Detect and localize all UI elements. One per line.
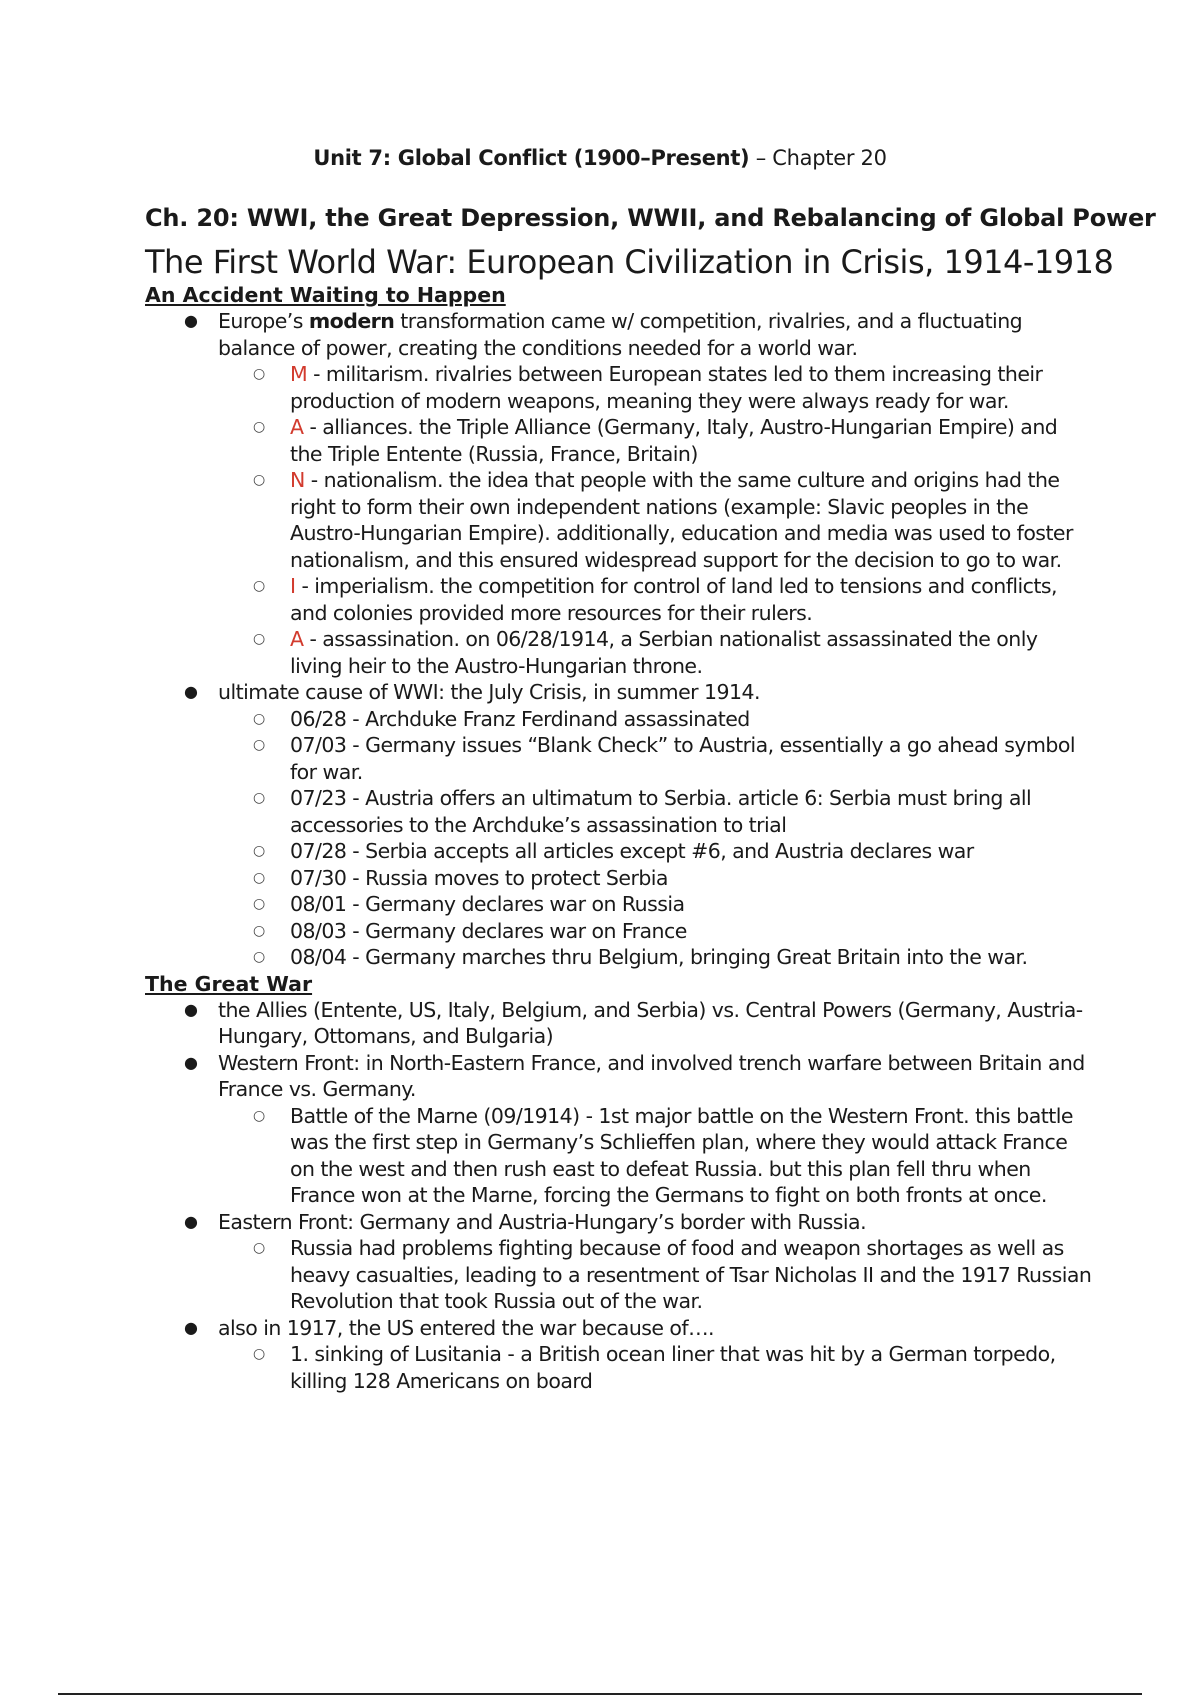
- us-entry-text: also in 1917, the US entered the war because of….: [218, 1315, 714, 1340]
- list-item: [145, 918, 1095, 945]
- list-item: [145, 626, 1095, 679]
- bullet-icon: ●: [184, 1211, 198, 1231]
- russia-text: Russia had problems fighting because of food and weapon shortages as well as heavy casualties, leading to a resentment of Tsar Nicholas II and the 1917 Russian Revolution that took Russia out of the war.: [290, 1236, 1092, 1313]
- circle-bullet-icon: ○: [253, 922, 265, 939]
- list-item: [145, 361, 1095, 414]
- list-item: [145, 1050, 1095, 1209]
- circle-bullet-icon: ○: [253, 737, 265, 753]
- eastern-front-text: Eastern Front: Germany and Austria-Hungary’s border with Russia.: [218, 1209, 867, 1234]
- unit-title: Unit 7: Global Conflict (1900–Present): [313, 146, 750, 170]
- cause-text: - alliances. the Triple Alliance (Germany, Italy, Austro-Hungarian Empire) and the Triple Entente (Russia, France, Britain): [290, 415, 1058, 466]
- chapter-label: – Chapter 20: [749, 146, 887, 170]
- list-item: [145, 732, 1095, 785]
- western-front-text: Western Front: in North-Eastern France, and involved trench warfare between Britain and France vs. Germany.: [218, 1050, 1085, 1101]
- eastern-front-sublist: [218, 1235, 1095, 1315]
- bullet-icon: ●: [184, 999, 198, 1019]
- list-item: [145, 573, 1095, 626]
- circle-bullet-icon: ○: [253, 710, 265, 727]
- circle-bullet-icon: ○: [253, 1107, 265, 1124]
- accident-list: [145, 308, 1095, 971]
- circle-bullet-icon: ○: [253, 949, 265, 965]
- list-item: [145, 1103, 1095, 1209]
- timeline-event: 08/03 - Germany declares war on France: [290, 918, 687, 943]
- timeline-event: 07/03 - Germany issues “Blank Check” to Austria, essentially a go ahead symbol for war.: [290, 733, 1075, 784]
- bullet-icon: ●: [184, 682, 198, 701]
- list-item: [145, 706, 1095, 733]
- timeline-event: 07/28 - Serbia accepts all articles except #6, and Austria declares war: [290, 839, 974, 863]
- cause-text: - nationalism. the idea that people with the same culture and origins had the right to form their own independent nations (example: Slavic peoples in the Austro-Hungarian Empire). additionally, education and media was used to foster nationalism, and this ensured widespread support for the decision to go to war.: [290, 468, 1073, 572]
- timeline-list: [218, 706, 1095, 971]
- timeline-event: 07/23 - Austria offers an ultimatum to Serbia. article 6: Serbia must bring all accessories to the Archduke’s assassination to trial: [290, 786, 1032, 837]
- intro-post: transformation came w/ competition, rivalries, and a fluctuating balance of power, creating the conditions needed for a world war.: [218, 309, 1023, 360]
- sides-text: the Allies (Entente, US, Italy, Belgium, and Serbia) vs. Central Powers (Germany, Austria-Hungary, Ottomans, and Bulgaria): [218, 997, 1083, 1048]
- circle-bullet-icon: ○: [253, 366, 265, 382]
- circle-bullet-icon: ○: [253, 790, 265, 806]
- marne-text: Battle of the Marne (09/1914) - 1st major battle on the Western Front. this battle was the first step in Germany’s Schlieffen plan, where they would attack France on the west and then rush east to defeat Russia. but this plan fell thru when France won at the Marne, forcing the Germans to fight on both fronts at once.: [290, 1103, 1073, 1207]
- western-front-sublist: [218, 1103, 1095, 1209]
- subheading-great-war: The Great War: [145, 971, 313, 996]
- cause-text: - imperialism. the competition for control of land led to tensions and conflicts, and colonies provided more resources for their rulers.: [290, 574, 1057, 625]
- list-item: [145, 1209, 1095, 1315]
- chapter-title: Ch. 20: WWI, the Great Depression, WWII, and Rebalancing of Global Power: [145, 204, 1156, 232]
- circle-bullet-icon: ○: [253, 1346, 265, 1362]
- main-causes-list: [218, 361, 1095, 679]
- list-item: [145, 838, 1095, 865]
- cause-letter: I: [290, 574, 296, 598]
- us-entry-sublist: [218, 1341, 1095, 1394]
- july-crisis: ultimate cause of WWI: the July Crisis, in summer 1914.: [218, 680, 760, 704]
- circle-bullet-icon: ○: [253, 1240, 265, 1256]
- circle-bullet-icon: ○: [253, 869, 265, 886]
- cause-letter: N: [290, 468, 305, 492]
- intro-bold: modern: [308, 309, 395, 333]
- bullet-icon: ●: [184, 1317, 198, 1337]
- circle-bullet-icon: ○: [253, 578, 265, 594]
- cause-letter: M: [290, 362, 308, 386]
- list-item: [145, 944, 1095, 971]
- timeline-event: 07/30 - Russia moves to protect Serbia: [290, 865, 668, 890]
- lusitania-text: 1. sinking of Lusitania - a British ocean liner that was hit by a German torpedo, killing 128 Americans on board: [290, 1342, 1056, 1393]
- list-item: [145, 1341, 1095, 1394]
- list-item: [145, 891, 1095, 918]
- circle-bullet-icon: ○: [253, 896, 265, 912]
- circle-bullet-icon: ○: [253, 419, 265, 435]
- unit-header: [0, 146, 1200, 170]
- circle-bullet-icon: ○: [253, 631, 265, 647]
- timeline-event: 08/04 - Germany marches thru Belgium, bringing Great Britain into the war.: [290, 945, 1028, 969]
- list-item: [145, 308, 1095, 679]
- bullet-icon: ●: [184, 1052, 198, 1072]
- section-title: The First World War: European Civilization in Crisis, 1914-1918: [145, 243, 1114, 281]
- timeline-event: 06/28 - Archduke Franz Ferdinand assassinated: [290, 706, 750, 731]
- list-item: [145, 865, 1095, 892]
- notes-content: [145, 282, 1095, 1394]
- timeline-event: 08/01 - Germany declares war on Russia: [290, 892, 685, 916]
- list-item: [145, 467, 1095, 573]
- circle-bullet-icon: ○: [253, 843, 265, 859]
- list-item: [145, 997, 1095, 1050]
- list-item: [145, 1235, 1095, 1315]
- subheading-accident: An Accident Waiting to Happen: [145, 283, 506, 307]
- bullet-icon: ●: [184, 311, 198, 330]
- cause-text: - assassination. on 06/28/1914, a Serbian nationalist assassinated the only living heir to the Austro-Hungarian throne.: [290, 627, 1038, 678]
- list-item: [145, 414, 1095, 467]
- cause-text: - militarism. rivalries between European states led to them increasing their production of modern weapons, meaning they were always ready for war.: [290, 362, 1043, 413]
- list-item: [145, 1315, 1095, 1395]
- bottom-divider: [58, 1693, 1142, 1695]
- cause-letter: A: [290, 627, 304, 651]
- circle-bullet-icon: ○: [253, 472, 265, 488]
- great-war-list: [145, 997, 1095, 1395]
- list-item: [145, 679, 1095, 971]
- list-item: [145, 785, 1095, 838]
- cause-letter: A: [290, 415, 304, 439]
- intro-pre: Europe’s: [218, 309, 309, 333]
